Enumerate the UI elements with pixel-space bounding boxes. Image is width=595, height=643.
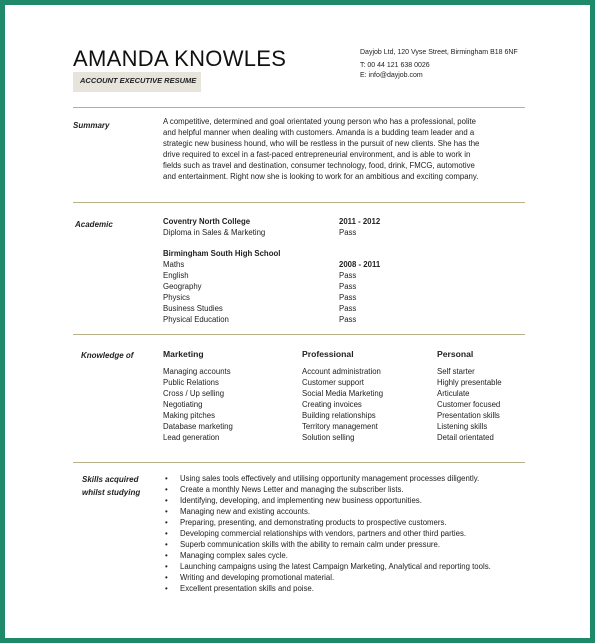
section-title-skills — [82, 473, 140, 499]
section-divider — [73, 462, 525, 463]
list-item: • Managing complex sales cycle. — [165, 551, 288, 560]
summary-line: fields such as travel and destination, consumer technology, food, drink, FMCG, automotive — [163, 161, 475, 170]
section-title-summary: Summary — [73, 121, 110, 130]
skills-title-line: Skills acquired — [82, 475, 139, 484]
knowledge-item: Territory management — [302, 422, 378, 431]
school-result: Pass — [339, 271, 357, 280]
bullet-icon: • — [165, 485, 168, 494]
section-title-knowledge: Knowledge of — [81, 351, 134, 360]
bullet-icon: • — [165, 529, 168, 538]
list-item: • Create a monthly News Letter and managing the subscriber lists. — [165, 485, 404, 494]
summary-line: A competitive, determined and goal orientated young person who has a professional, polite — [163, 117, 476, 126]
school-subject: Physics — [163, 293, 190, 302]
bullet-icon: • — [165, 496, 168, 505]
skills-title-line: whilst studying — [82, 488, 141, 497]
section-divider — [73, 202, 525, 203]
bullet-icon: • — [165, 551, 168, 560]
list-item: • Excellent presentation skills and poise. — [165, 584, 314, 593]
list-item: • Identifying, developing, and implementing new business opportunities. — [165, 496, 422, 505]
summary-line: and helpful manner when dealing with customers. Amanda is a budding team leader and a — [163, 128, 475, 137]
school-subject: Geography — [163, 282, 202, 291]
list-item: • Writing and developing promotional material. — [165, 573, 335, 582]
knowledge-item: Account administration — [302, 367, 381, 376]
knowledge-item: Building relationships — [302, 411, 376, 420]
knowledge-item: Negotiating — [163, 400, 203, 409]
knowledge-item: Making pitches — [163, 411, 216, 420]
knowledge-item: Cross / Up selling — [163, 389, 225, 398]
section-divider — [73, 107, 525, 108]
list-item: • Superb communication skills with the ability to remain calm under pressure. — [165, 540, 441, 549]
knowledge-item: Customer support — [302, 378, 364, 387]
bullet-icon: • — [165, 507, 168, 516]
knowledge-item: Database marketing — [163, 422, 233, 431]
resume-page — [5, 5, 590, 638]
list-item: • Managing new and existing accounts. — [165, 507, 311, 516]
school-subject: Business Studies — [163, 304, 223, 313]
school-name: Birmingham South High School — [163, 249, 281, 258]
school-years: 2008 - 2011 — [339, 260, 381, 269]
resume-subtitle: ACCOUNT EXECUTIVE RESUME — [80, 76, 197, 85]
candidate-name: AMANDA KNOWLES — [73, 46, 287, 71]
school-result: Pass — [339, 304, 357, 313]
college-result: Pass — [339, 228, 357, 237]
academic-college-meta — [339, 216, 380, 238]
bullet-icon: • — [165, 584, 168, 593]
knowledge-item: Listening skills — [437, 422, 488, 431]
school-subject: English — [163, 271, 189, 280]
list-item: • Preparing, presenting, and demonstrating products to prospective customers. — [165, 518, 447, 527]
contact-email: E: info@dayjob.com — [360, 72, 423, 79]
college-name: Coventry North College — [163, 217, 251, 226]
knowledge-item: Social Media Marketing — [302, 389, 384, 398]
knowledge-item: Public Relations — [163, 378, 219, 387]
knowledge-item: Creating invoices — [302, 400, 362, 409]
summary-text — [163, 116, 479, 182]
knowledge-item: Lead generation — [163, 433, 220, 442]
school-subject: Maths — [163, 260, 185, 269]
bullet-icon: • — [165, 562, 168, 571]
knowledge-heading: Marketing — [163, 349, 204, 359]
bullet-icon: • — [165, 518, 168, 527]
college-years: 2011 - 2012 — [339, 217, 381, 226]
college-course: Diploma in Sales & Marketing — [163, 228, 266, 237]
knowledge-item: Highly presentable — [437, 378, 502, 387]
academic-school-meta — [339, 259, 380, 325]
skills-list — [163, 473, 491, 594]
knowledge-item: Managing accounts — [163, 367, 231, 376]
knowledge-item: Presentation skills — [437, 411, 500, 420]
section-divider — [73, 334, 525, 335]
list-item: • Using sales tools effectively and utilising opportunity management processes diligently. — [165, 474, 480, 483]
school-result: Pass — [339, 282, 357, 291]
list-item: • Developing commercial relationships with vendors, partners and other third parties. — [165, 529, 467, 538]
knowledge-item: Self starter — [437, 367, 475, 376]
school-result: Pass — [339, 293, 357, 302]
academic-college — [163, 216, 265, 238]
knowledge-column-professional — [302, 349, 383, 443]
summary-line: strategic new business hound, who will be restless in the pursuit of new clients. She has the — [163, 139, 480, 148]
knowledge-item: Articulate — [437, 389, 470, 398]
knowledge-column-personal — [437, 349, 502, 443]
bullet-icon: • — [165, 474, 168, 483]
knowledge-heading: Professional — [302, 349, 354, 359]
list-item: • Launching campaigns using the latest Campaign Marketing, Analytical and reporting tools. — [165, 562, 491, 571]
knowledge-heading: Personal — [437, 349, 474, 359]
school-result: Pass — [339, 315, 357, 324]
section-title-academic: Academic — [75, 220, 113, 229]
summary-line: drive required to excel in a fast-paced entrepreneurial environment, and is able to work in — [163, 150, 471, 159]
contact-phone: T: 00 44 121 638 0026 — [360, 62, 430, 69]
school-subject: Physical Education — [163, 315, 229, 324]
bullet-icon: • — [165, 573, 168, 582]
summary-line: and entertainment. Right now she is looking to work for an ambitious and exciting company. — [163, 172, 479, 181]
knowledge-item: Customer focused — [437, 400, 501, 409]
knowledge-item: Detail orientated — [437, 433, 494, 442]
contact-address: Dayjob Ltd, 120 Vyse Street, Birmingham B18 6NF — [360, 49, 518, 56]
knowledge-column-marketing — [163, 349, 233, 443]
bullet-icon: • — [165, 540, 168, 549]
academic-school — [163, 248, 280, 325]
knowledge-item: Solution selling — [302, 433, 355, 442]
